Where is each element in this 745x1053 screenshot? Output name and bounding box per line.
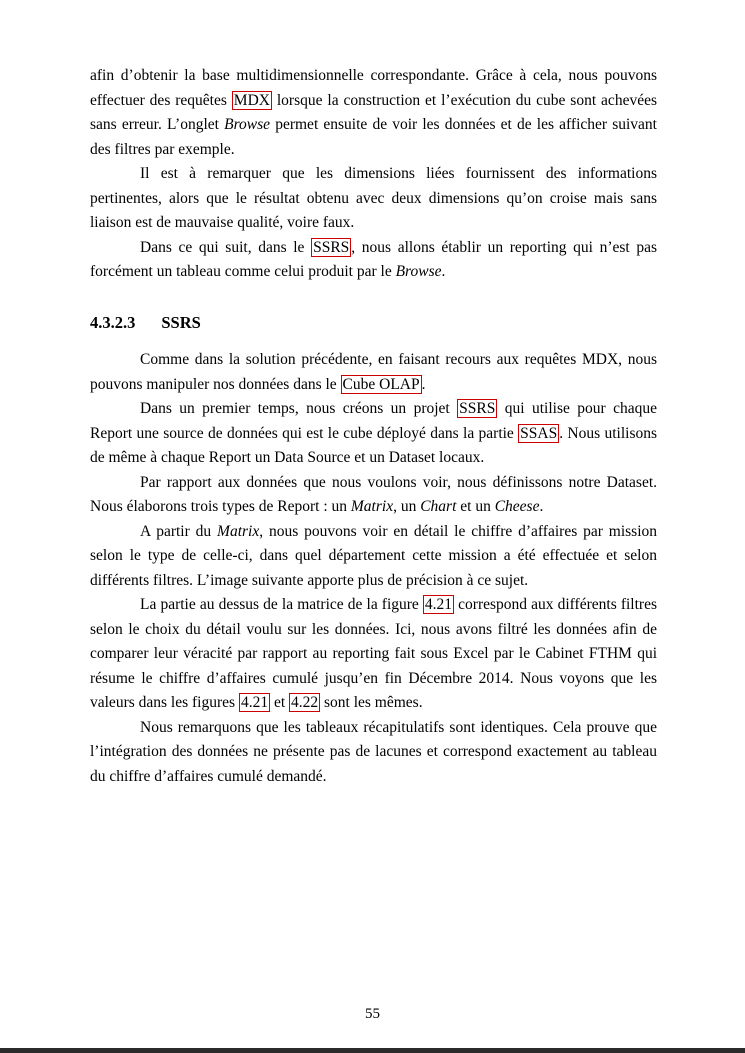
cross-reference-link[interactable]: 4.21 (424, 596, 453, 613)
text-run: . (539, 498, 544, 515)
paragraph (90, 593, 657, 716)
cross-reference-link[interactable]: MDX (233, 91, 270, 109)
text-run: et (270, 694, 289, 711)
text-run: , nous pouvons voir en détail le chiffre d’affaires par mission selon le type de celle-ci, dans quel département cette mission a été effectuée et selon différents filtres. L’image suivante apporte plus de précision à ce sujet. (90, 522, 657, 589)
italic-text: Cheese (494, 498, 540, 515)
italic-text: Matrix (217, 522, 260, 540)
paragraph (90, 236, 657, 285)
text-run: , nous allons établir un reporting qui n’est pas forcément un tableau comme celui produit par le (90, 238, 658, 280)
text-run: A partir du (140, 522, 218, 540)
paragraph (90, 397, 657, 471)
section-heading (90, 311, 657, 336)
cross-reference-link[interactable]: Cube OLAP (342, 375, 420, 393)
paragraph (90, 471, 657, 520)
text-run: Il est à remarquer que les dimensions liées fournissent des informations pertinentes, alors que le résultat obtenu avec deux dimensions qu’on croise mais sans liaison est de mauvaise qualité, voire faux. (90, 165, 657, 231)
text-run: lorsque la construction et l’exécution du cube sont achevées sans erreur. L’onglet (90, 91, 657, 133)
cross-reference-link[interactable]: SSRS (313, 238, 350, 256)
text-run: , un (393, 498, 421, 515)
italic-text: Browse (395, 263, 442, 280)
cross-reference-link[interactable]: 4.22 (291, 694, 319, 711)
cross-reference-link[interactable]: 4.21 (240, 694, 269, 711)
text-run: correspond aux différents filtres selon le choix du détail voulu sur les données. Ici, nous avons filtré les données afin de comparer leur véracité par rapport au reporting fait sous Excel par le Cabinet FTHM qui résume le chiffre d’affaires cumulé jusqu’en fin Décembre 2014. Nous voyons que les valeurs dans les figures (90, 596, 657, 711)
paragraph (90, 348, 657, 397)
italic-text: Chart (420, 498, 457, 515)
text-run: sont les mêmes. (320, 694, 423, 711)
italic-text: Browse (224, 116, 271, 133)
page-number: 55 (365, 1006, 380, 1022)
section-number: 4.3.2.3 (90, 312, 136, 332)
paragraph (90, 162, 657, 236)
text-run: qui utilise pour chaque Report une source de données qui est le cube déployé dans la partie (90, 400, 658, 442)
paragraph (90, 64, 657, 162)
section-title: SSRS (161, 312, 201, 332)
paragraph (90, 520, 657, 594)
page-edge (0, 1048, 745, 1053)
text-run: La partie au dessus de la matrice de la figure (140, 596, 423, 613)
text-run: . (421, 375, 426, 393)
text-run: . Nous utilisons de même à chaque Report un Data Source et un Dataset locaux. (90, 424, 658, 466)
text-run: Dans un premier temps, nous créons un projet (140, 400, 458, 417)
italic-text: Matrix (350, 498, 394, 515)
text-run: Dans ce qui suit, dans le (140, 238, 312, 256)
text-run: Par rapport aux données que nous voulons voir, nous définissons notre Dataset. Nous élaborons trois types de Report : un (90, 473, 657, 515)
text-run: Nous remarquons que les tableaux récapitulatifs sont identiques. Cela prouve que l’intégration des données ne présente pas de lacunes et correspond exactement au tableau du chiffre d’affaires cumulé demandé. (90, 718, 657, 785)
text-run: Comme dans la solution précédente, en faisant recours aux requêtes MDX, nous pouvons manipuler nos données dans le (90, 351, 657, 393)
cross-reference-link[interactable]: SSRS (459, 400, 496, 417)
cross-reference-link[interactable]: SSAS (520, 424, 558, 442)
paragraph (90, 716, 657, 790)
text-run: et un (456, 498, 495, 515)
text-run: permet ensuite de voir les données et de les afficher suivant des filtres par exemple. (90, 116, 657, 158)
text-run: . (441, 263, 446, 280)
document-body (90, 64, 657, 789)
text-run: afin d’obtenir la base multidimensionnelle correspondante. Grâce à cela, nous pouvons effectuer des requêtes (90, 67, 657, 109)
